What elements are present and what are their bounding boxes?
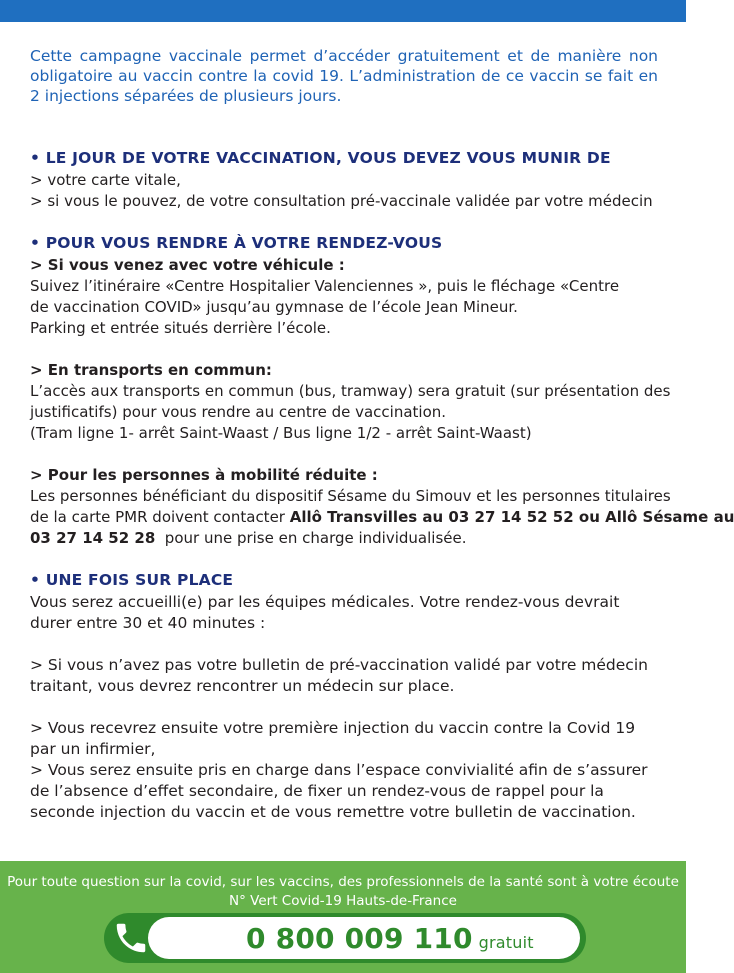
phone-number-text: 0 800 009 110 (246, 922, 473, 955)
phone-free-label: gratuit (478, 933, 534, 952)
transport-line: justificatifs) pour vous rendre au centre de vaccination. (30, 403, 447, 421)
footer-hotline-label: N° Vert Covid-19 Hauts-de-France (229, 893, 457, 909)
top-banner (0, 0, 686, 22)
pmr-line (30, 528, 658, 549)
onsite-paragraph: > Si vous n’avez pas votre bulletin de pré-vaccination validé par votre médecin traitant, vous devrez rencontrer un médecin sur place. (30, 656, 648, 695)
transport-line: (Tram ligne 1- arrêt Saint-Waast / Bus ligne 1/2 - arrêt Saint-Waast) (30, 424, 532, 442)
heading-on-site: • UNE FOIS SUR PLACE (30, 571, 234, 589)
subheading-transport: > En transports en commun: (30, 361, 272, 379)
pmr-text: pour une prise en charge individualisée. (155, 529, 467, 547)
list-item: > votre carte vitale, (30, 171, 181, 189)
pmr-contact-number: 03 27 14 52 28 (30, 529, 156, 547)
pmr-contact-numbers: Allô Transvilles au 03 27 14 52 52 ou Allô Sésame au (289, 508, 734, 526)
onsite-paragraph: Vous serez accueilli(e) par les équipes médicales. Votre rendez-vous devrait durer entre 30 et 40 minutes : (30, 593, 620, 632)
transport-line: L’accès aux transports en commun (bus, tramway) sera gratuit (sur présentation des (30, 382, 671, 400)
heading-getting-there: • POUR VOUS RENDRE À VOTRE RENDEZ-VOUS (30, 234, 443, 252)
vehicle-line: Suivez l’itinéraire «Centre Hospitalier Valenciennes », puis le fléchage «Centre (30, 277, 620, 295)
footer-question-text: Pour toute question sur la covid, sur les vaccins, des professionnels de la santé sont à votre écoute (7, 874, 679, 890)
phone-handset-icon (112, 918, 150, 958)
pmr-text: de la carte PMR doivent contacter (30, 508, 290, 526)
vehicle-line: de vaccination COVID» jusqu’au gymnase de l’école Jean Mineur. (30, 298, 518, 316)
document-body (30, 46, 734, 823)
onsite-paragraph: > Vous serez ensuite pris en charge dans l’espace convivialité afin de s’assurer de l’absence d’effet secondaire, de fixer un rendez-vous de rappel pour la seconde injection du vaccin et de vous remettre votre bulletin de vaccination. (30, 761, 648, 821)
subheading-reduced-mobility: > Pour les personnes à mobilité réduite : (30, 466, 378, 484)
hotline-number[interactable] (246, 922, 534, 960)
list-item: > si vous le pouvez, de votre consultation pré-vaccinale validée par votre médecin (30, 192, 653, 210)
intro-paragraph: Cette campagne vaccinale permet d’accéder gratuitement et de manière non obligatoire au vaccin contre la covid 19. L’administration de ce vaccin se fait en 2 injections séparées de plusieurs jours. (30, 47, 658, 105)
subheading-vehicle: > Si vous venez avec votre véhicule : (30, 256, 345, 274)
onsite-paragraph: > Vous recevrez ensuite votre première injection du vaccin contre la Covid 19 par un infirmier, (30, 719, 636, 758)
vehicle-line: Parking et entrée situés derrière l’école. (30, 319, 331, 337)
pmr-line (30, 507, 734, 528)
heading-vaccination-day: • LE JOUR DE VOTRE VACCINATION, VOUS DEVEZ VOUS MUNIR DE (30, 149, 611, 167)
pmr-line: Les personnes bénéficiant du dispositif Sésame du Simouv et les personnes titulaires (30, 487, 671, 505)
